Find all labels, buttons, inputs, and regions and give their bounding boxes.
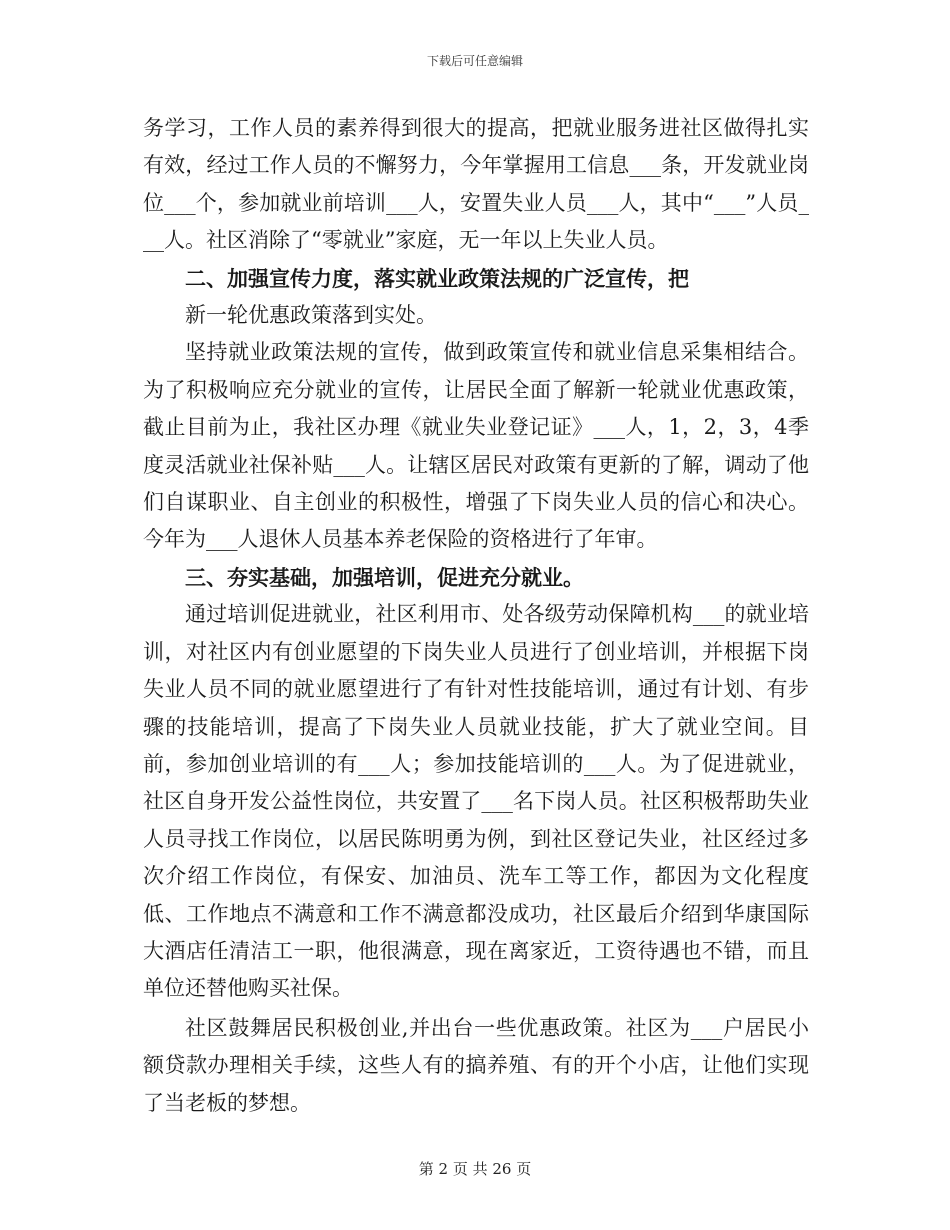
paragraph-training: 通过培训促进就业，社区利用市、处各级劳动保障机构___的就业培训，对社区内有创业愿望的下岗失业人员进行了创业培训，并根据下岗失业人员不同的就业愿望进行了有针对性技能培训，通过有计划、有步骤的技能培训，提高了下岗失业人员就业技能，扩大了就业空间。目前，参加创业培训的有___人；参加技能培训的___人。为了促进就业，社区自身开发公益性岗位，共安置了___名下岗人员。社区积极帮助失业人员寻找工作岗位，以居民陈明勇为例，到社区登记失业，社区经过多次介绍工作岗位，有保安、加油员、洗车工等工作，都因为文化程度低、工作地点不满意和工作不满意都没成功，社区最后介绍到华康国际大酒店任清洁工一职，他很满意，现在离家近，工资待遇也不错，而且单位还替他购买社保。: [143, 602, 809, 1001]
paragraph-continued: 务学习，工作人员的素养得到很大的提高，把就业服务进社区做得扎实有效，经过工作人员的不懈努力，今年掌握用工信息___条，开发就业岗位___个，参加就业前培训___人，安置失业人员___人，其中“___”人员___人。社区消除了“零就业”家庭，无一年以上失业人员。: [143, 116, 809, 253]
paragraph-heading-continuation: 新一轮优惠政策落到实处。: [185, 303, 437, 328]
paragraph-entrepreneurship: 社区鼓舞居民积极创业,并出台一些优惠政策。社区为___户居民小额贷款办理相关手续，这些人有的搞养殖、有的开个小店，让他们实现了当老板的梦想。: [143, 1015, 809, 1115]
page-header: 下载后可任意编辑: [426, 54, 523, 68]
section-heading-3: 三、夯实基础，加强培训，促进充分就业。: [185, 564, 584, 590]
paragraph-policy-publicity: 坚持就业政策法规的宣传，做到政策宣传和就业信息采集相结合。为了积极响应充分就业的宣传，让居民全面了解新一轮就业优惠政策，截止目前为止，我社区办理《就业失业登记证》___人，1，2，3，4季度灵活就业社保补贴___人。让辖区居民对政策有更新的了解，调动了他们自谋职业、自主创业的积极性，增强了下岗失业人员的信心和决心。今年为___人退休人员基本养老保险的资格进行了年审。: [143, 340, 809, 552]
section-heading-2: 二、加强宣传力度，落实就业政策法规的广泛宣传，把: [185, 265, 689, 291]
page-number: 第 2 页 共 26 页: [418, 1160, 532, 1178]
document-body: [143, 110, 809, 1122]
